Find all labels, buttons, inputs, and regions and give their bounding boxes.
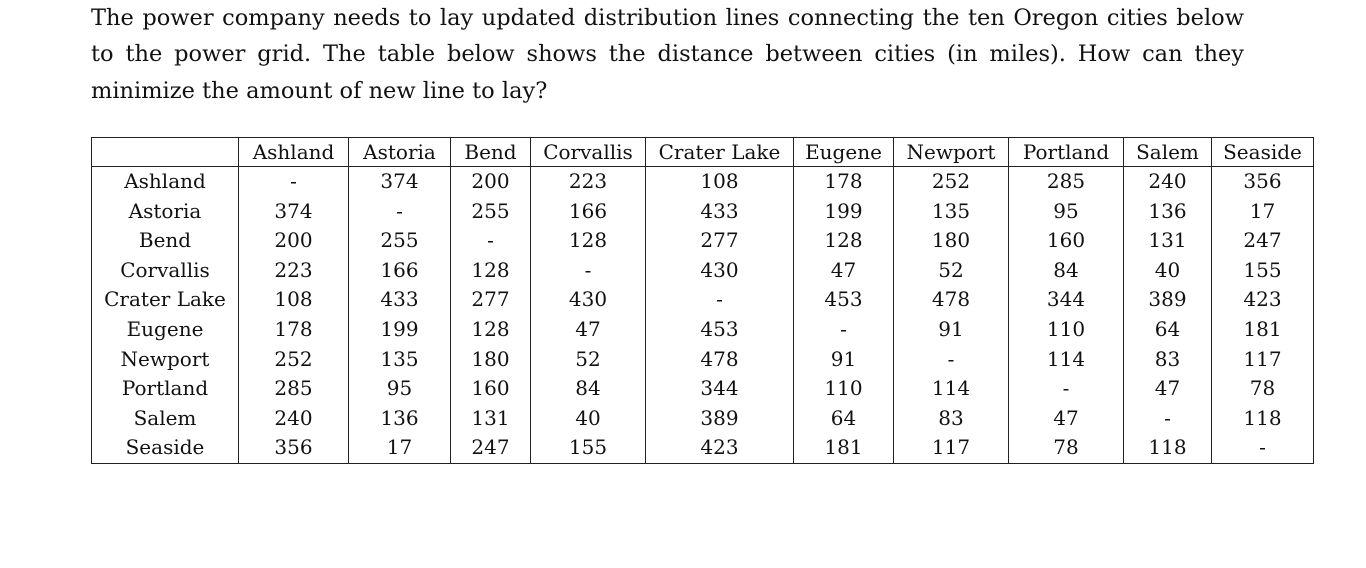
distance-cell: 78	[1212, 374, 1314, 404]
distance-cell: 423	[646, 433, 794, 463]
distance-cell: 285	[239, 374, 349, 404]
column-header: Portland	[1009, 138, 1124, 167]
row-header: Portland	[92, 374, 239, 404]
column-header: Seaside	[1212, 138, 1314, 167]
distance-cell: 117	[894, 433, 1009, 463]
problem-line-1: The power company needs to lay updated distribution lines connecting the ten Oregon cities below	[91, 5, 1244, 31]
distance-cell: -	[1212, 433, 1314, 463]
table-row	[92, 256, 1314, 286]
distance-cell: 277	[451, 285, 531, 315]
distance-cell: 430	[646, 256, 794, 286]
distance-cell: 155	[531, 433, 646, 463]
distance-cell: 181	[1212, 315, 1314, 345]
table-row	[92, 404, 1314, 434]
distance-cell: 160	[451, 374, 531, 404]
distance-cell: 285	[1009, 167, 1124, 197]
distance-cell: 64	[794, 404, 894, 434]
distance-cell: 223	[531, 167, 646, 197]
row-header: Corvallis	[92, 256, 239, 286]
distance-cell: 136	[1124, 197, 1212, 227]
distance-cell: 84	[531, 374, 646, 404]
corner-header	[92, 138, 239, 167]
distance-table	[91, 137, 1314, 464]
problem-line-3: minimize the amount of new line to lay?	[91, 77, 548, 104]
distance-cell: 110	[1009, 315, 1124, 345]
distance-cell: 252	[894, 167, 1009, 197]
distance-cell: 223	[239, 256, 349, 286]
row-header: Seaside	[92, 433, 239, 463]
table-row	[92, 197, 1314, 227]
distance-cell: 131	[1124, 226, 1212, 256]
table-row	[92, 226, 1314, 256]
row-header: Crater Lake	[92, 285, 239, 315]
distance-cell: 178	[239, 315, 349, 345]
distance-cell: 128	[451, 315, 531, 345]
distance-cell: 83	[1124, 345, 1212, 375]
distance-cell: 131	[451, 404, 531, 434]
distance-cell: -	[451, 226, 531, 256]
distance-cell: 108	[646, 167, 794, 197]
distance-cell: 356	[1212, 167, 1314, 197]
distance-cell: 95	[349, 374, 451, 404]
distance-cell: 135	[894, 197, 1009, 227]
distance-cell: 128	[451, 256, 531, 286]
column-header: Corvallis	[531, 138, 646, 167]
distance-cell: 91	[794, 345, 894, 375]
distance-cell: 430	[531, 285, 646, 315]
distance-cell: 47	[1009, 404, 1124, 434]
distance-cell: 136	[349, 404, 451, 434]
distance-cell: 118	[1124, 433, 1212, 463]
distance-cell: 166	[531, 197, 646, 227]
column-header: Bend	[451, 138, 531, 167]
distance-cell: 78	[1009, 433, 1124, 463]
row-header: Bend	[92, 226, 239, 256]
row-header: Eugene	[92, 315, 239, 345]
distance-cell: 200	[451, 167, 531, 197]
distance-cell: 40	[531, 404, 646, 434]
distance-cell: 52	[531, 345, 646, 375]
column-header: Ashland	[239, 138, 349, 167]
distance-cell: 240	[1124, 167, 1212, 197]
column-header: Astoria	[349, 138, 451, 167]
distance-cell: 17	[1212, 197, 1314, 227]
distance-cell: 199	[349, 315, 451, 345]
distance-cell: 17	[349, 433, 451, 463]
row-header: Newport	[92, 345, 239, 375]
distance-cell: 117	[1212, 345, 1314, 375]
distance-cell: 47	[794, 256, 894, 286]
distance-cell: 181	[794, 433, 894, 463]
table-row	[92, 433, 1314, 463]
distance-cell: 423	[1212, 285, 1314, 315]
distance-cell: 344	[1009, 285, 1124, 315]
column-header: Eugene	[794, 138, 894, 167]
distance-cell: 128	[794, 226, 894, 256]
distance-cell: 180	[894, 226, 1009, 256]
table-row	[92, 374, 1314, 404]
distance-cell: 344	[646, 374, 794, 404]
distance-cell: 247	[1212, 226, 1314, 256]
distance-cell: 180	[451, 345, 531, 375]
distance-cell: 166	[349, 256, 451, 286]
distance-cell: -	[1009, 374, 1124, 404]
distance-cell: 178	[794, 167, 894, 197]
distance-cell: 83	[894, 404, 1009, 434]
distance-cell: 277	[646, 226, 794, 256]
column-header: Newport	[894, 138, 1009, 167]
distance-cell: 40	[1124, 256, 1212, 286]
distance-cell: 47	[531, 315, 646, 345]
distance-cell: 374	[239, 197, 349, 227]
problem-line-2: to the power grid. The table below shows the distance between cities (in miles). How can they	[91, 41, 1244, 68]
distance-cell: -	[794, 315, 894, 345]
distance-cell: 95	[1009, 197, 1124, 227]
distance-cell: -	[239, 167, 349, 197]
distance-cell: 52	[894, 256, 1009, 286]
table-row	[92, 345, 1314, 375]
distance-cell: 84	[1009, 256, 1124, 286]
distance-cell: 433	[349, 285, 451, 315]
table-row	[92, 285, 1314, 315]
distance-cell: 64	[1124, 315, 1212, 345]
distance-cell: 155	[1212, 256, 1314, 286]
row-header: Astoria	[92, 197, 239, 227]
distance-cell: 478	[646, 345, 794, 375]
distance-cell: 356	[239, 433, 349, 463]
distance-cell: 389	[1124, 285, 1212, 315]
distance-cell: 91	[894, 315, 1009, 345]
table-row	[92, 315, 1314, 345]
column-header: Crater Lake	[646, 138, 794, 167]
distance-cell: 47	[1124, 374, 1212, 404]
table-body	[92, 167, 1314, 464]
problem-statement	[91, 0, 1271, 109]
distance-cell: 128	[531, 226, 646, 256]
distance-cell: 374	[349, 167, 451, 197]
distance-cell: 389	[646, 404, 794, 434]
distance-cell: 255	[349, 226, 451, 256]
row-header: Salem	[92, 404, 239, 434]
distance-cell: 114	[894, 374, 1009, 404]
distance-cell: 160	[1009, 226, 1124, 256]
distance-cell: -	[531, 256, 646, 286]
distance-cell: 200	[239, 226, 349, 256]
distance-cell: 240	[239, 404, 349, 434]
distance-cell: -	[894, 345, 1009, 375]
distance-cell: 118	[1212, 404, 1314, 434]
distance-cell: -	[1124, 404, 1212, 434]
row-header: Ashland	[92, 167, 239, 197]
distance-cell: 478	[894, 285, 1009, 315]
table-header-row	[92, 138, 1314, 167]
table-row	[92, 167, 1314, 197]
distance-cell: 199	[794, 197, 894, 227]
distance-cell: 108	[239, 285, 349, 315]
distance-cell: -	[646, 285, 794, 315]
distance-cell: 433	[646, 197, 794, 227]
distance-cell: 255	[451, 197, 531, 227]
distance-cell: 252	[239, 345, 349, 375]
distance-cell: 453	[646, 315, 794, 345]
distance-cell: 135	[349, 345, 451, 375]
distance-cell: -	[349, 197, 451, 227]
distance-cell: 453	[794, 285, 894, 315]
distance-cell: 110	[794, 374, 894, 404]
column-header: Salem	[1124, 138, 1212, 167]
distance-cell: 114	[1009, 345, 1124, 375]
distance-cell: 247	[451, 433, 531, 463]
